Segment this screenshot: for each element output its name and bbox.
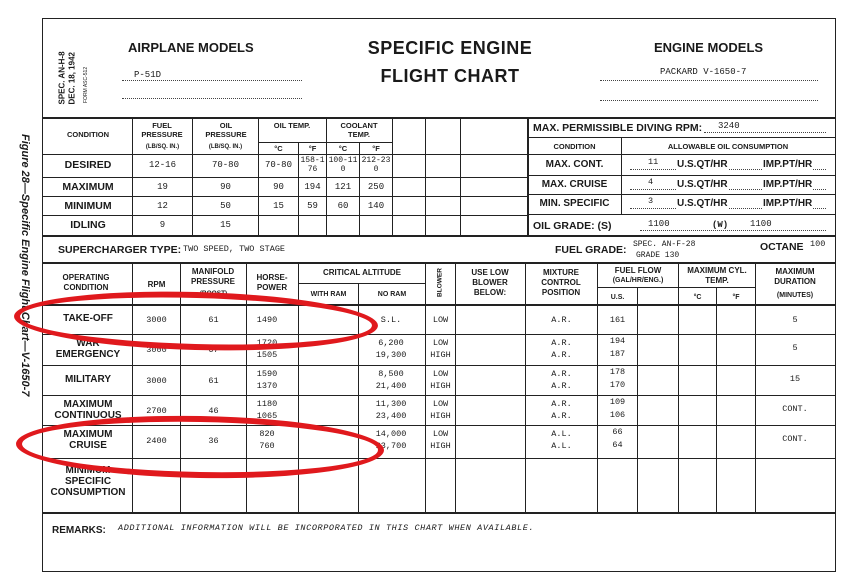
upper-cell-oil-c: 70-80 bbox=[264, 160, 292, 170]
lower-cell-fuelflow: 106 bbox=[609, 410, 626, 420]
rule-right-4 bbox=[527, 194, 835, 195]
oil-cons-row-label: MIN. SPECIFIC bbox=[539, 198, 610, 209]
rule-crit-sub bbox=[298, 283, 425, 284]
oil-cons-unit-imp: IMP.PT/HR bbox=[763, 179, 813, 190]
lower-cell-fuelflow: 109 bbox=[609, 397, 626, 407]
upper-cell-oil-f: 59 bbox=[307, 201, 318, 211]
upper-cell-oil: 50 bbox=[220, 201, 231, 211]
lower-cell-alt: 19,300 bbox=[375, 350, 407, 360]
lower-cell-blower: LOW bbox=[432, 369, 449, 379]
rule-upper-header bbox=[42, 154, 527, 155]
lower-cell-hp: 1490 bbox=[256, 315, 278, 325]
lower-cell-hp: 1505 bbox=[256, 350, 278, 360]
lower-fuelflow-header: FUEL FLOW bbox=[614, 266, 662, 275]
airplane-dots-2 bbox=[122, 98, 302, 99]
lower-row-label: MINIMUM SPECIFIC CONSUMPTION bbox=[50, 465, 126, 498]
upper-oil-header: OIL PRESSURE bbox=[205, 121, 247, 139]
upper-cell-oil: 70-80 bbox=[211, 160, 239, 170]
lower-cell-hp: 1720 bbox=[256, 338, 278, 348]
oil-cons-value: 3 bbox=[648, 196, 654, 206]
engine-model-value: PACKARD V-1650-7 bbox=[660, 67, 747, 77]
spec-block bbox=[44, 28, 89, 108]
rule-top-table bbox=[42, 117, 835, 119]
oil-grade-s: 1100 bbox=[648, 219, 670, 229]
lower-cell-mixture: A.R. bbox=[551, 315, 572, 325]
upper-cell-cool-f: 250 bbox=[367, 182, 385, 192]
lower-row-label: MAXIMUM CRUISE bbox=[63, 429, 113, 451]
lower-row-label: TAKE-OFF bbox=[63, 313, 113, 324]
rule-right-5 bbox=[527, 214, 835, 215]
upper-cell-oil-f: 158-176 bbox=[300, 156, 325, 174]
lower-cell-mixture: A.R. bbox=[551, 369, 572, 379]
lower-cell-blower: HIGH bbox=[430, 411, 451, 421]
lower-cell-alt: 11,300 bbox=[375, 399, 407, 409]
rule-right-3 bbox=[527, 175, 835, 176]
lower-cell-manifold: 67 bbox=[208, 345, 219, 355]
upper-cool-f: °F bbox=[372, 144, 380, 153]
upper-cell-fuel: 12 bbox=[157, 201, 168, 211]
lower-mixture-header: MIXTURE CONTROL POSITION bbox=[541, 268, 581, 297]
oil-grade-dots bbox=[640, 230, 826, 231]
lower-cell-mixture: A.R. bbox=[551, 399, 572, 409]
upper-row-label: IDLING bbox=[70, 219, 106, 231]
lower-cell-hp: 820 bbox=[259, 429, 275, 439]
upper-cell-oil-c: 90 bbox=[273, 182, 284, 192]
rule-upper-r1 bbox=[42, 177, 527, 178]
vline-l12 bbox=[716, 287, 717, 512]
lower-crit-header: CRITICAL ALTITUDE bbox=[322, 268, 402, 277]
oil-cons-header: ALLOWABLE OIL CONSUMPTION bbox=[667, 142, 789, 151]
upper-cell-cool-c: 100-110 bbox=[328, 156, 358, 174]
rule-upper-r3 bbox=[42, 215, 527, 216]
lower-low-blower-header: USE LOW BLOWER BELOW: bbox=[471, 268, 509, 297]
diving-dots bbox=[704, 132, 826, 133]
lower-cell-blower: HIGH bbox=[430, 350, 451, 360]
rule-right-1 bbox=[527, 137, 835, 138]
upper-oil-f: °F bbox=[308, 144, 317, 153]
vline-u7 bbox=[392, 117, 393, 235]
supercharger-value: TWO SPEED, TWO STAGE bbox=[183, 244, 286, 254]
upper-oil-c: °C bbox=[274, 144, 283, 153]
lower-cell-hp: 1065 bbox=[256, 411, 278, 421]
lower-cell-rpm: 3000 bbox=[146, 376, 167, 386]
lower-no-ram: NO RAM bbox=[377, 291, 407, 298]
engine-models-heading: ENGINE MODELS bbox=[654, 40, 764, 55]
lower-cell-blower: HIGH bbox=[430, 441, 451, 451]
remarks-label: REMARKS: bbox=[52, 525, 106, 536]
lower-cell-fuelflow: 64 bbox=[612, 440, 623, 450]
lower-cell-manifold: 36 bbox=[208, 436, 219, 446]
octane-value: 100 bbox=[810, 239, 826, 249]
chart-title-line2: FLIGHT CHART bbox=[380, 66, 520, 86]
lower-cell-rpm: 2700 bbox=[146, 406, 167, 416]
lower-cell-duration: CONT. bbox=[782, 434, 808, 444]
lower-cell-rpm: 3000 bbox=[146, 315, 167, 325]
lower-row-label: WAR EMERGENCY bbox=[55, 338, 121, 360]
upper-cell-cool-f: 140 bbox=[367, 201, 385, 211]
lower-boost-header: (BOOST) bbox=[199, 290, 228, 297]
lower-with-ram: WITH RAM bbox=[310, 291, 347, 298]
lower-cell-alt: 14,000 bbox=[375, 429, 407, 439]
fuel-grade-spec: SPEC. AN-F-28 bbox=[633, 240, 696, 249]
lower-cell-blower: LOW bbox=[432, 338, 449, 348]
lower-cell-duration: 15 bbox=[789, 374, 801, 384]
lower-fuelflow-unit: (GAL/HR/ENG.) bbox=[612, 277, 664, 284]
lower-cell-manifold: 46 bbox=[208, 406, 219, 416]
upper-cell-cool-c: 121 bbox=[334, 182, 352, 192]
rule-right-2 bbox=[527, 154, 835, 155]
lower-cell-duration: CONT. bbox=[782, 404, 808, 414]
lower-cell-manifold: 61 bbox=[208, 315, 219, 325]
upper-cell-fuel: 12-16 bbox=[148, 160, 176, 170]
lower-row-label: MAXIMUM CONTINUOUS bbox=[54, 399, 122, 421]
lower-cell-blower: HIGH bbox=[430, 381, 451, 391]
lower-cell-alt: 8,500 bbox=[378, 369, 404, 379]
lower-cell-fuelflow: 66 bbox=[612, 427, 623, 437]
airplane-dots-1 bbox=[122, 80, 302, 81]
vline-u3 bbox=[258, 117, 259, 235]
remarks-text: ADDITIONAL INFORMATION WILL BE INCORPORATED IN THIS CHART WHEN AVAILABLE. bbox=[118, 523, 535, 533]
upper-cell-oil: 15 bbox=[220, 220, 231, 230]
upper-condition-header: CONDITION bbox=[66, 130, 110, 139]
lower-cell-fuelflow: 178 bbox=[609, 367, 626, 377]
spec-line2: DEC. 18, 1942 bbox=[67, 52, 77, 105]
vline-l7 bbox=[455, 262, 456, 512]
oil-cons-row-label: MAX. CRUISE bbox=[541, 179, 608, 190]
chart-title-line1: SPECIFIC ENGINE bbox=[367, 38, 533, 58]
lower-cell-alt: 23,400 bbox=[375, 411, 407, 421]
vline-u2 bbox=[192, 117, 193, 235]
diving-rpm-label: MAX. PERMISSIBLE DIVING RPM: bbox=[533, 122, 703, 134]
rule-upper-r2 bbox=[42, 196, 527, 197]
lower-cell-alt: S.L. bbox=[380, 315, 402, 325]
upper-cell-oil: 90 bbox=[220, 182, 231, 192]
oil-grade-w-label: (W) bbox=[712, 220, 729, 230]
vline-l13 bbox=[755, 262, 756, 512]
lower-cell-duration: 5 bbox=[792, 315, 798, 325]
oil-cons-unit-us: U.S.QT/HR bbox=[677, 198, 728, 209]
lower-cell-rpm: 3000 bbox=[146, 345, 167, 355]
lower-manifold-header: MANIFOLD PRESSURE bbox=[190, 267, 235, 286]
vline-u8 bbox=[425, 117, 426, 235]
vline-u1 bbox=[132, 117, 133, 235]
oil-cons-value: 11 bbox=[648, 157, 659, 167]
lower-cell-mixture: A.R. bbox=[551, 338, 572, 348]
engine-dots-2 bbox=[600, 100, 818, 101]
upper-cell-cool-c: 60 bbox=[337, 201, 349, 211]
lower-rpm-header: RPM bbox=[147, 280, 166, 289]
vline-u10 bbox=[527, 117, 529, 235]
vline-u9 bbox=[460, 117, 461, 235]
lower-cell-blower: LOW bbox=[432, 315, 449, 325]
supercharger-label: SUPERCHARGER TYPE: bbox=[58, 244, 182, 256]
lower-cell-fuelflow: 170 bbox=[609, 380, 626, 390]
lower-cell-mixture: A.L. bbox=[551, 441, 572, 451]
lower-cell-duration: 5 bbox=[792, 343, 798, 353]
airplane-model-value: P-51D bbox=[134, 70, 162, 80]
lower-cell-blower: LOW bbox=[432, 399, 449, 409]
vline-u5 bbox=[326, 117, 327, 235]
fuel-grade-label: FUEL GRADE: bbox=[555, 244, 627, 256]
lower-cell-manifold: 61 bbox=[208, 376, 219, 386]
upper-row-label: DESIRED bbox=[64, 159, 112, 171]
lower-cell-hp: 1180 bbox=[256, 399, 278, 409]
lower-cell-hp: 1590 bbox=[256, 369, 278, 379]
rule-upper-bottom bbox=[42, 235, 835, 237]
lower-duration-unit: (MINUTES) bbox=[776, 292, 814, 299]
spec-line1: SPEC. AN-H-8 bbox=[57, 51, 67, 105]
lower-cell-fuelflow: 187 bbox=[609, 349, 626, 359]
lower-cell-fuelflow: 194 bbox=[609, 336, 626, 346]
lower-cell-alt: 23,700 bbox=[375, 441, 407, 451]
lower-operating-header: OPERATING CONDITION bbox=[62, 273, 110, 292]
oil-grade-label: OIL GRADE: (S) bbox=[533, 220, 612, 232]
vline-l10 bbox=[637, 287, 638, 512]
engine-dots-1 bbox=[600, 80, 818, 81]
lower-cell-rpm: 2400 bbox=[146, 436, 167, 446]
figure-caption: Figure 28—Specific Engine Flight Chart—V-1650-7 bbox=[19, 134, 31, 397]
lower-cyl-f: °F bbox=[732, 294, 740, 301]
upper-fuel-unit: (LB/SQ. IN.) bbox=[145, 144, 180, 150]
lower-blower-header: BLOWER bbox=[436, 268, 444, 297]
oil-cons-unit-us: U.S.QT/HR bbox=[677, 159, 728, 170]
lower-cell-hp: 1370 bbox=[256, 381, 278, 391]
upper-coolant-header: COOLANT TEMP. bbox=[340, 121, 378, 139]
oil-cons-value: 4 bbox=[648, 177, 654, 187]
upper-cell-fuel: 19 bbox=[157, 182, 168, 192]
lower-cell-alt: 6,200 bbox=[378, 338, 404, 348]
upper-cell-cool-f: 212-230 bbox=[361, 156, 391, 174]
oil-cons-unit-imp: IMP.PT/HR bbox=[763, 198, 813, 209]
lower-cell-fuelflow: 161 bbox=[609, 315, 626, 325]
lower-cell-mixture: A.L. bbox=[551, 429, 572, 439]
upper-cell-oil-c: 15 bbox=[273, 201, 284, 211]
rule-ff-sub bbox=[597, 287, 755, 288]
lower-cell-mixture: A.R. bbox=[551, 411, 572, 421]
lower-duration-header: MAXIMUM DURATION bbox=[774, 267, 816, 286]
upper-fuel-header: FUEL PRESSURE bbox=[141, 121, 183, 139]
oil-grade-w: 1100 bbox=[750, 219, 772, 229]
lower-cyl-c: °C bbox=[693, 294, 702, 301]
upper-oiltemp-header: OIL TEMP. bbox=[273, 121, 311, 130]
upper-row-label: MAXIMUM bbox=[62, 181, 114, 193]
upper-oil-unit: (LB/SQ. IN.) bbox=[208, 144, 243, 150]
lower-cell-blower: LOW bbox=[432, 429, 449, 439]
upper-cool-c: °C bbox=[338, 144, 348, 153]
fuel-grade-grade: GRADE 130 bbox=[636, 251, 680, 260]
rule-lower-bottom bbox=[42, 512, 835, 514]
oil-cons-condition-header: CONDITION bbox=[553, 142, 596, 151]
lower-us-header: U.S. bbox=[610, 294, 625, 301]
lower-cell-mixture: A.R. bbox=[551, 350, 572, 360]
oil-cons-row-label: MAX. CONT. bbox=[545, 159, 604, 170]
lower-cell-mixture: A.R. bbox=[551, 381, 572, 391]
oil-cons-unit-us: U.S.QT/HR bbox=[677, 179, 728, 190]
lower-cyl-header: MAXIMUM CYL. TEMP. bbox=[687, 266, 747, 285]
spec-form: FORM ASC-512 bbox=[83, 66, 89, 103]
lower-row-label: MILITARY bbox=[64, 374, 112, 385]
upper-cell-oil-f: 194 bbox=[304, 182, 321, 192]
oil-cons-unit-imp: IMP.PT/HR bbox=[763, 159, 813, 170]
lower-hp-header: HORSE-POWER bbox=[256, 273, 288, 292]
diving-rpm-value: 3240 bbox=[718, 121, 740, 131]
lower-cell-alt: 21,400 bbox=[375, 381, 407, 391]
airplane-models-heading: AIRPLANE MODELS bbox=[128, 40, 254, 55]
octane-label: OCTANE bbox=[760, 241, 804, 253]
lower-cell-hp: 760 bbox=[259, 441, 275, 451]
upper-row-label: MINIMUM bbox=[64, 200, 112, 212]
upper-cell-fuel: 9 bbox=[159, 220, 166, 230]
